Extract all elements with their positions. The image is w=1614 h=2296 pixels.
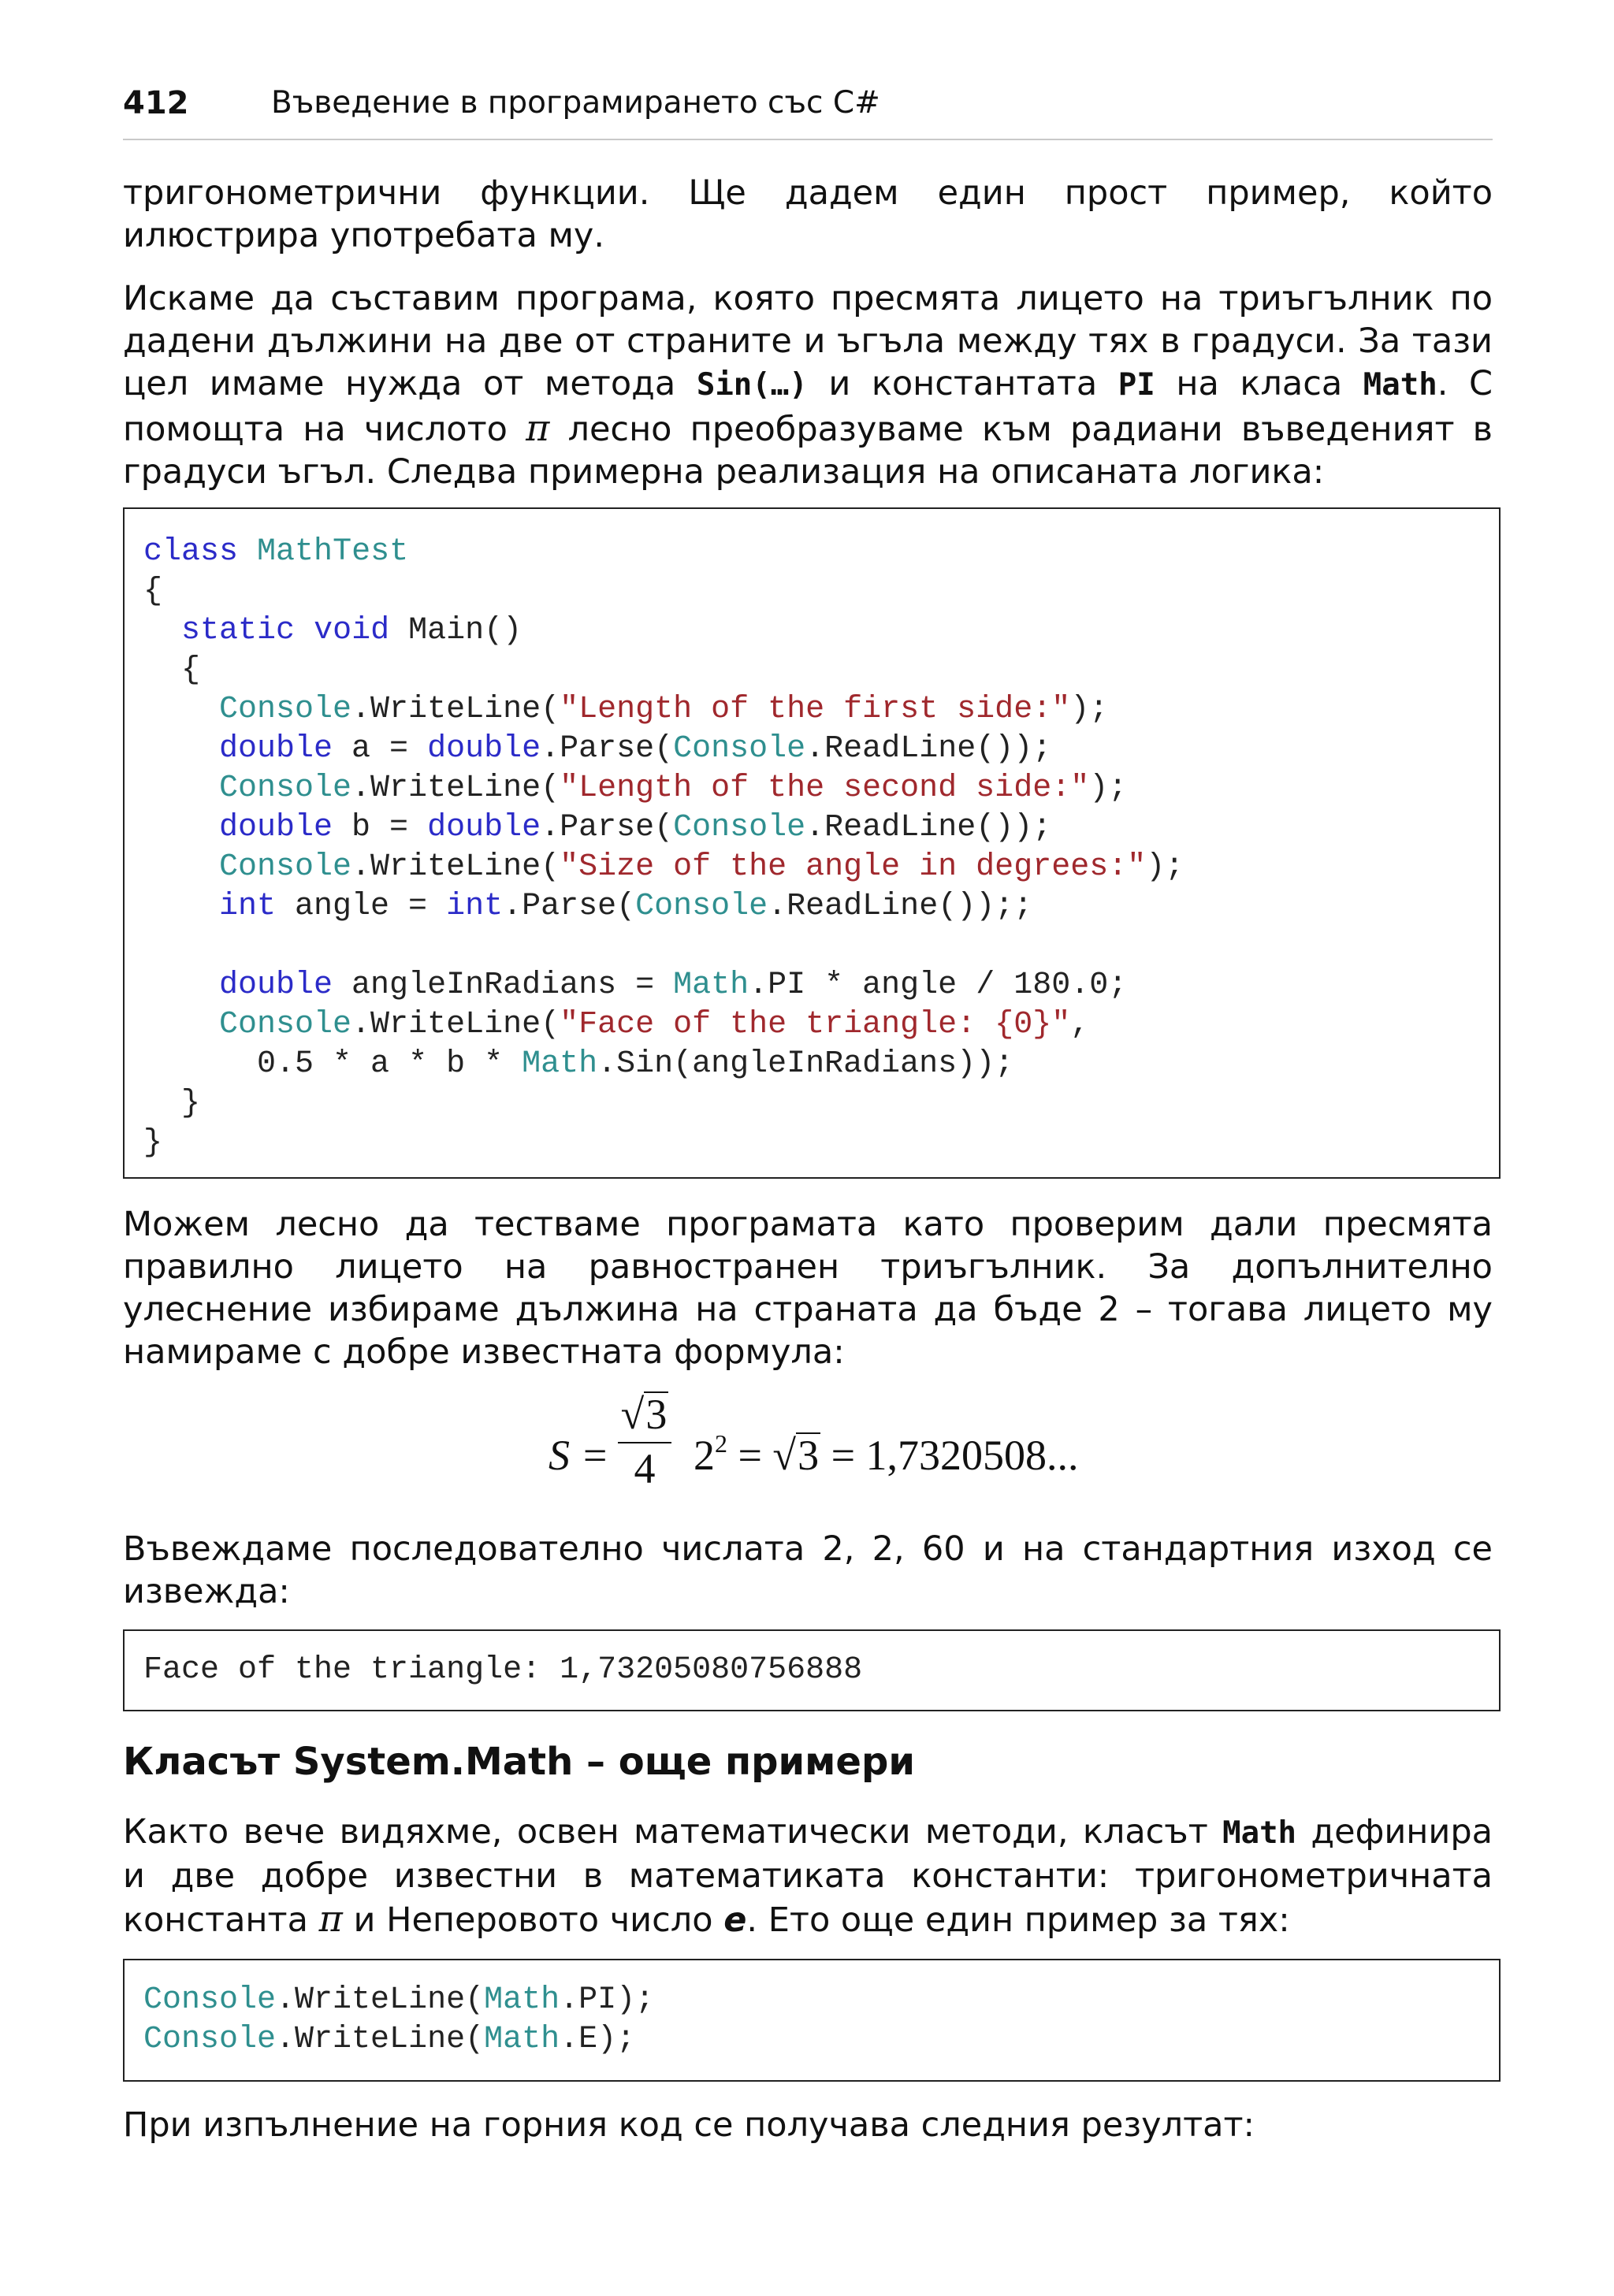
code-line: { [181,652,201,688]
section-heading: Класът System.Math – още примери [123,1740,915,1784]
formula-eq2: = [831,1432,856,1479]
code-block-mathtest [123,507,1501,1179]
paragraph-result: При изпълнение на горния код се получава следния резултат: [123,2105,1255,2145]
formula-result: 1,7320508... [865,1432,1079,1479]
code-line: class MathTest [143,534,409,570]
code-block-constants [123,1959,1501,2082]
inline-code-math: Math [1363,367,1437,403]
code-line: Console.WriteLine(Math.E); [143,2022,636,2057]
code-line: Console.WriteLine("Length of the first side:"); [219,692,1109,727]
inline-code-pi: PI [1118,367,1155,403]
code-line: int angle = int.Parse(Console.ReadLine());; [219,889,1033,924]
code-line: 0.5 * a * b * Math.Sin(angleInRadians)); [257,1046,1014,1082]
code-line [143,927,1499,966]
formula-exponent: 2 [714,1429,727,1458]
paragraph-constants: Както вече видяхме, освен математически методи, класът Math дефинира и две добре известни в математиката константи: тригонометричната константа π и Неперовото число e. Ето още един пример за тях: [123,1812,1493,1940]
code-line: } [181,1086,201,1121]
inline-code-math: Math [1222,1815,1297,1851]
code-line: Console.WriteLine("Length of the second side:"); [219,771,1128,806]
formula-denominator: 4 [634,1445,656,1492]
code-line: Console.WriteLine("Size of the angle in degrees:"); [219,849,1184,885]
area-formula: $S = 2^2 = √3 = 1,7320508$... √3 4 [123,1388,1502,1507]
formula-base: 2 [693,1432,715,1479]
code-line: double a = double.Parse(Console.ReadLine()); [219,731,1052,767]
pi-symbol: π [526,407,550,449]
code-line: { [143,574,163,609]
formula-fraction: √3 4 [618,1388,671,1494]
page-header [123,79,1493,140]
formula-eq1: = [738,1432,762,1479]
formula-numerator: 3 [645,1391,668,1438]
paragraph-intro: тригонометрични функции. Ще дадем един прост пример, който илюстрира употребата му. [123,173,1493,255]
code-line: Console.WriteLine(Math.PI); [143,1982,655,2018]
code-line: double b = double.Parse(Console.ReadLine()); [219,810,1052,845]
paragraph-test: Можем лесно да тестваме програмата като проверим дали пресмята правилно лицето на равностранен триъгълник. За допълнително улеснение избираме дължина на страната да бъде 2 – тогава лицето му намираме с добре известната формула: [123,1205,1493,1372]
code-line: static void Main() [181,613,523,648]
page-number: 412 [123,85,189,121]
euler-number: e [723,1900,747,1940]
running-title: Въведение в програмирането със C# [271,85,880,121]
pi-symbol: π [318,1897,343,1940]
output-line: Face of the triangle: 1,73205080756888 [143,1652,863,1688]
paragraph-input: Въвеждаме последователно числата 2, 2, 60 и на стандартния изход се извежда: [123,1529,1493,1611]
paragraph-task: Искаме да съставим програма, която пресмята лицето на триъгълник по дадени дължини на две от страните и ъгъла между тях в градуси. За тази цел имаме нужда от метода Sin(…) и константата PI на класа Math. С помощта на числото π лесно преобразуваме към радиани въведеният в градуси ъгъл. Следва примерна реализация на описаната логика: [123,279,1493,492]
formula-sqrt-value: 3 [798,1432,820,1479]
code-line: double angleInRadians = Math.PI * angle / 180.0; [219,968,1128,1003]
inline-code-sin: Sin(…) [696,367,808,403]
code-line: } [143,1125,163,1161]
output-block-1 [123,1629,1501,1711]
code-line: Console.WriteLine("Face of the triangle: {0}", [219,1007,1090,1042]
formula-lhs: S = [549,1432,609,1479]
